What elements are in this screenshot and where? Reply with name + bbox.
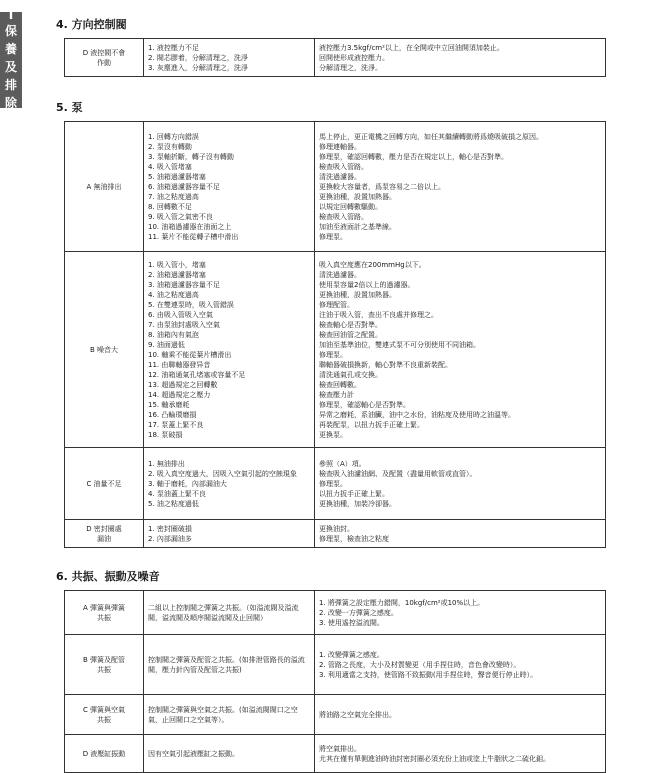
cell-line: 7. 由泵油封處吸入空氣 — [148, 320, 220, 329]
cell-line: 以扭力扳手正確上緊。 — [319, 489, 389, 498]
cell-line: 修理泵。 — [319, 350, 347, 359]
remedy-cell — [315, 520, 606, 548]
table-row — [65, 252, 606, 448]
table-row — [65, 735, 606, 773]
cell-line: 8. 油箱內有氣泡 — [148, 330, 199, 339]
cell-line: 檢查回油管之配置。 — [319, 330, 382, 339]
cell-line: 11. 由聯軸器發异音 — [148, 360, 211, 369]
cell-line: 分解清理之，洗淨。 — [319, 63, 382, 72]
cell-line: 7. 油之粘度過高 — [148, 192, 199, 201]
remedy-cell — [315, 735, 606, 773]
section-title-directional-valve: 4. 方向控制閥 — [56, 18, 127, 31]
cause-text: 二組以上控制閥之彈簧之共振。（如溢流閥及溢流閥，溢流閥及順序閥溢流閥及止回閥） — [148, 603, 299, 622]
cell-line: 3. 灰塵進入，分解清理之，洗淨 — [148, 63, 248, 72]
remedy-cell — [315, 122, 606, 252]
cell-line: 3. 泵軸折斷，轉子沒有轉動 — [148, 152, 234, 161]
cell-line: 5. 油之粘度過低 — [148, 499, 199, 508]
cell-line: 漏油 — [97, 534, 111, 543]
page-content — [56, 0, 638, 773]
side-tab-char: 排 — [4, 78, 17, 92]
cell-line: 6. 油箱過濾器容量不足 — [148, 182, 220, 191]
cell-line: 12. 油箱通氣孔堵塞或容量不足 — [148, 370, 246, 379]
table-row — [65, 635, 606, 695]
cell-line: A 彈簧與彈簧 — [82, 603, 125, 612]
cell-line: C 油量不足 — [86, 479, 122, 488]
cause-text: 因有空氣引起液壓缸之振動。 — [148, 749, 239, 758]
cell-line: 10. 油箱過濾器在油面之上 — [148, 222, 232, 231]
symptom-cell — [65, 122, 144, 252]
cause-cell — [144, 735, 315, 773]
cell-line: 檢查軸心是否對準。 — [319, 320, 382, 329]
cell-line: 加油至基準油位，雙連式泵不可分別使用不同油箱。 — [319, 340, 480, 349]
cell-line: 8. 回轉數不足 — [148, 202, 192, 211]
side-tab-char: 養 — [4, 42, 17, 56]
cell-line: 1. 改變彈簧之感度。 — [319, 650, 384, 659]
section-title-pump: 5. 泵 — [56, 101, 83, 114]
symptom-cell — [65, 635, 144, 695]
cell-line: 修理配管。 — [319, 300, 354, 309]
cause-cell — [144, 520, 315, 548]
cell-line: 2. 吸入真空度過大，因吸入空氣引起的空蝕現象 — [148, 469, 297, 478]
cause-cell — [144, 252, 315, 448]
cell-line: 將空氣排出。 — [319, 744, 361, 753]
cause-cell — [144, 39, 315, 77]
cell-line: 18. 泵破損 — [148, 430, 183, 439]
cell-line: 更換油種，設置加熱器。 — [319, 192, 396, 201]
cell-line: 13. 超過規定之回轉數 — [148, 380, 218, 389]
table-row — [65, 695, 606, 735]
cell-line: 參照（A）項。 — [319, 459, 366, 468]
cell-line: 3. 油箱過濾器容量不足 — [148, 280, 220, 289]
cell-line: 1. 回轉方向錯誤 — [148, 132, 199, 141]
cell-line: 將油路之空氣完全排出。 — [319, 710, 396, 719]
cell-line: 5. 油箱過濾器堵塞 — [148, 172, 206, 181]
cell-line: 清洗過濾器。 — [319, 172, 361, 181]
cell-line: 更換較大容量者，爲泵容易之二倍以上。 — [319, 182, 445, 191]
side-tab-marker: I — [8, 8, 14, 22]
symptom-cell — [65, 448, 144, 520]
cell-line: 9. 吸入管之氣密不良 — [148, 212, 213, 221]
cause-cell — [144, 448, 315, 520]
cell-line: 共振 — [97, 665, 111, 674]
resonance-table — [64, 590, 606, 773]
cell-line: 4. 泵油蓋上緊不良 — [148, 489, 206, 498]
table-row — [65, 39, 606, 77]
remedy-cell — [315, 591, 606, 635]
cell-line: 3. 軸于磨耗，內部漏油大 — [148, 479, 227, 488]
cell-line: 2. 油箱過濾器堵塞 — [148, 270, 206, 279]
cell-line: 14. 超過規定之壓力 — [148, 390, 211, 399]
cell-line: 11. 葉片不能從轉子槽中滑出 — [148, 232, 239, 241]
cell-line: 檢查吸入管路。 — [319, 162, 368, 171]
cell-line: 共振 — [97, 715, 111, 724]
cell-line: 修理泵，確認回轉數，壓力是否在規定以上，軸心是否對準。 — [319, 152, 508, 161]
pump-table — [64, 121, 606, 548]
remedy-cell — [315, 39, 606, 77]
cell-line: 1. 無油排出 — [148, 459, 185, 468]
cell-line: 9. 油面過低 — [148, 340, 185, 349]
cell-line: 檢查回轉數。 — [319, 380, 361, 389]
cell-line: 清洗過濾器。 — [319, 270, 361, 279]
cell-line: 更換泵。 — [319, 430, 347, 439]
cell-line: 异常之磨耗，系油臟，油中之水份，油粘度及使用時之油溫等。 — [319, 410, 515, 419]
cell-line: 加油至液面計之基準線。 — [319, 222, 396, 231]
cell-line: 檢查壓力計 — [319, 390, 354, 399]
symptom-cell — [65, 591, 144, 635]
table-row — [65, 520, 606, 548]
cell-line: 使用泵容量2倍以上的過濾器。 — [319, 280, 415, 289]
remedy-cell — [315, 252, 606, 448]
cell-line: 17. 泵蓋上緊不良 — [148, 420, 204, 429]
cell-line: 修理泵。 — [319, 232, 347, 241]
cell-line: 4. 吸入管堵塞 — [148, 162, 192, 171]
cell-line: 注油于吸入管，查出不良處并修理之。 — [319, 310, 438, 319]
cell-line: 共振 — [97, 613, 111, 622]
cell-line: 1. 密封圈破損 — [148, 524, 192, 533]
cell-line: 尤其在僅有單側進油時油封密封圈必須充份上油或塗上牛脂狀之二硫化鉬。 — [319, 754, 550, 763]
cell-line: 吸入真空度應在200mmHg以下。 — [319, 260, 426, 269]
cell-line: 修理泵，檢查油之粘度 — [319, 534, 389, 543]
side-tab-char: 除 — [4, 96, 17, 110]
cell-line: 3. 利用適當之支持，使管路不致振動(用手捏住時，聲音便行停止時）。 — [319, 670, 538, 679]
chapter-side-tab — [0, 8, 22, 110]
cell-line: 液控壓力3.5kgf/cm²以上，在全開或中立回油開須加裝止。 — [319, 43, 504, 52]
symptom-cell — [65, 252, 144, 448]
cell-line: 更換油種，加裝冷卻器。 — [319, 499, 396, 508]
cell-line: D 密封圈處 — [86, 524, 122, 533]
side-tab-char: 保 — [4, 24, 17, 38]
table-row — [65, 122, 606, 252]
cause-text: 控制閥之彈簧及配管之共振。(如排泄管路長的溢流閥，壓力針內管及配管之共振) — [148, 655, 305, 674]
cell-line: C 彈簧與空氣 — [82, 705, 126, 714]
cell-line: 3. 使用遙控溢流閥。 — [319, 618, 384, 627]
cell-line: 檢查吸入油濾油網、及配置（盡量用軟管或直管）。 — [319, 469, 477, 478]
cell-line: 1. 吸入管小，堵塞 — [148, 260, 206, 269]
directional-valve-table — [64, 38, 606, 77]
cell-line: 4. 油之粘度過高 — [148, 290, 199, 299]
cell-line: 2. 管路之長度，大小及材質變更（用手捏住時，音色會改變時）。 — [319, 660, 521, 669]
cell-line: 1. 將彈簧之設定壓力錯開，10kgf/cm²或10%以上。 — [319, 598, 485, 607]
cell-line: 作動 — [97, 58, 111, 67]
cause-cell — [144, 591, 315, 635]
symptom-cell — [65, 39, 144, 77]
cell-line: 馬上停止，更正電機之回轉方向，如任其繼續轉動將爲燒吸破損之原因。 — [319, 132, 543, 141]
cell-line: 更換油種，設置加熱器。 — [319, 290, 396, 299]
cell-line: 再裝配泵，以扭力扳手正確上緊。 — [319, 420, 424, 429]
remedy-cell — [315, 448, 606, 520]
cause-cell — [144, 695, 315, 735]
cell-line: 回開使形成液控壓力。 — [319, 53, 389, 62]
cell-line: 10. 軸乘不能從葉片槽滑出 — [148, 350, 232, 359]
symptom-cell — [65, 520, 144, 548]
cell-line: D 液控閥不會 — [82, 48, 126, 57]
cell-line: 2. 泵沒有轉動 — [148, 142, 192, 151]
cell-line: 2. 閥芯膠着，分解清理之，洗淨 — [148, 53, 248, 62]
cell-line: 更換油封。 — [319, 524, 354, 533]
cell-line: B 噪音大 — [89, 345, 119, 354]
table-row — [65, 591, 606, 635]
cell-line: 2. 內部漏油多 — [148, 534, 192, 543]
section-title-resonance: 6. 共振、振動及噪音 — [56, 570, 160, 583]
cell-line: 5. 在雙連泵時，吸入管錯誤 — [148, 300, 234, 309]
cell-line: A 無油排出 — [86, 182, 122, 191]
remedy-cell — [315, 695, 606, 735]
cell-line: 15. 軸承磨耗 — [148, 400, 190, 409]
cell-line: 修理連軸器。 — [319, 142, 361, 151]
symptom-cell — [65, 695, 144, 735]
cause-cell — [144, 122, 315, 252]
cell-line: 修理泵。 — [319, 479, 347, 488]
cell-line: 清洗通氣孔或交換。 — [319, 370, 382, 379]
cell-line: 1. 液控壓力不足 — [148, 43, 199, 52]
cell-line: 檢查吸入管路。 — [319, 212, 368, 221]
cause-cell — [144, 635, 315, 695]
cell-line: 聯軸器破損換新，軸心對準不良重新裝配。 — [319, 360, 452, 369]
remedy-cell — [315, 635, 606, 695]
cell-line: 修理泵，確認軸心是否對準。 — [319, 400, 410, 409]
side-tab-char: 及 — [4, 60, 17, 74]
symptom-cell — [65, 735, 144, 773]
cell-line: B 彈簧及配管 — [82, 655, 126, 664]
table-row — [65, 448, 606, 520]
cell-line: 16. 凸輪環磨損 — [148, 410, 197, 419]
cell-line: 2. 改變一方彈簧之感度。 — [319, 608, 398, 617]
cell-line: 6. 由吸入管吸入空氣 — [148, 310, 213, 319]
cell-line: D 液壓缸振動 — [82, 749, 126, 758]
cell-line: 以規定回轉數驅動。 — [319, 202, 382, 211]
cause-text: 控制閥之彈簧與空氣之共振。(如溢流閥閥口之空氣，止回閥口之空氣等）。 — [148, 705, 298, 724]
